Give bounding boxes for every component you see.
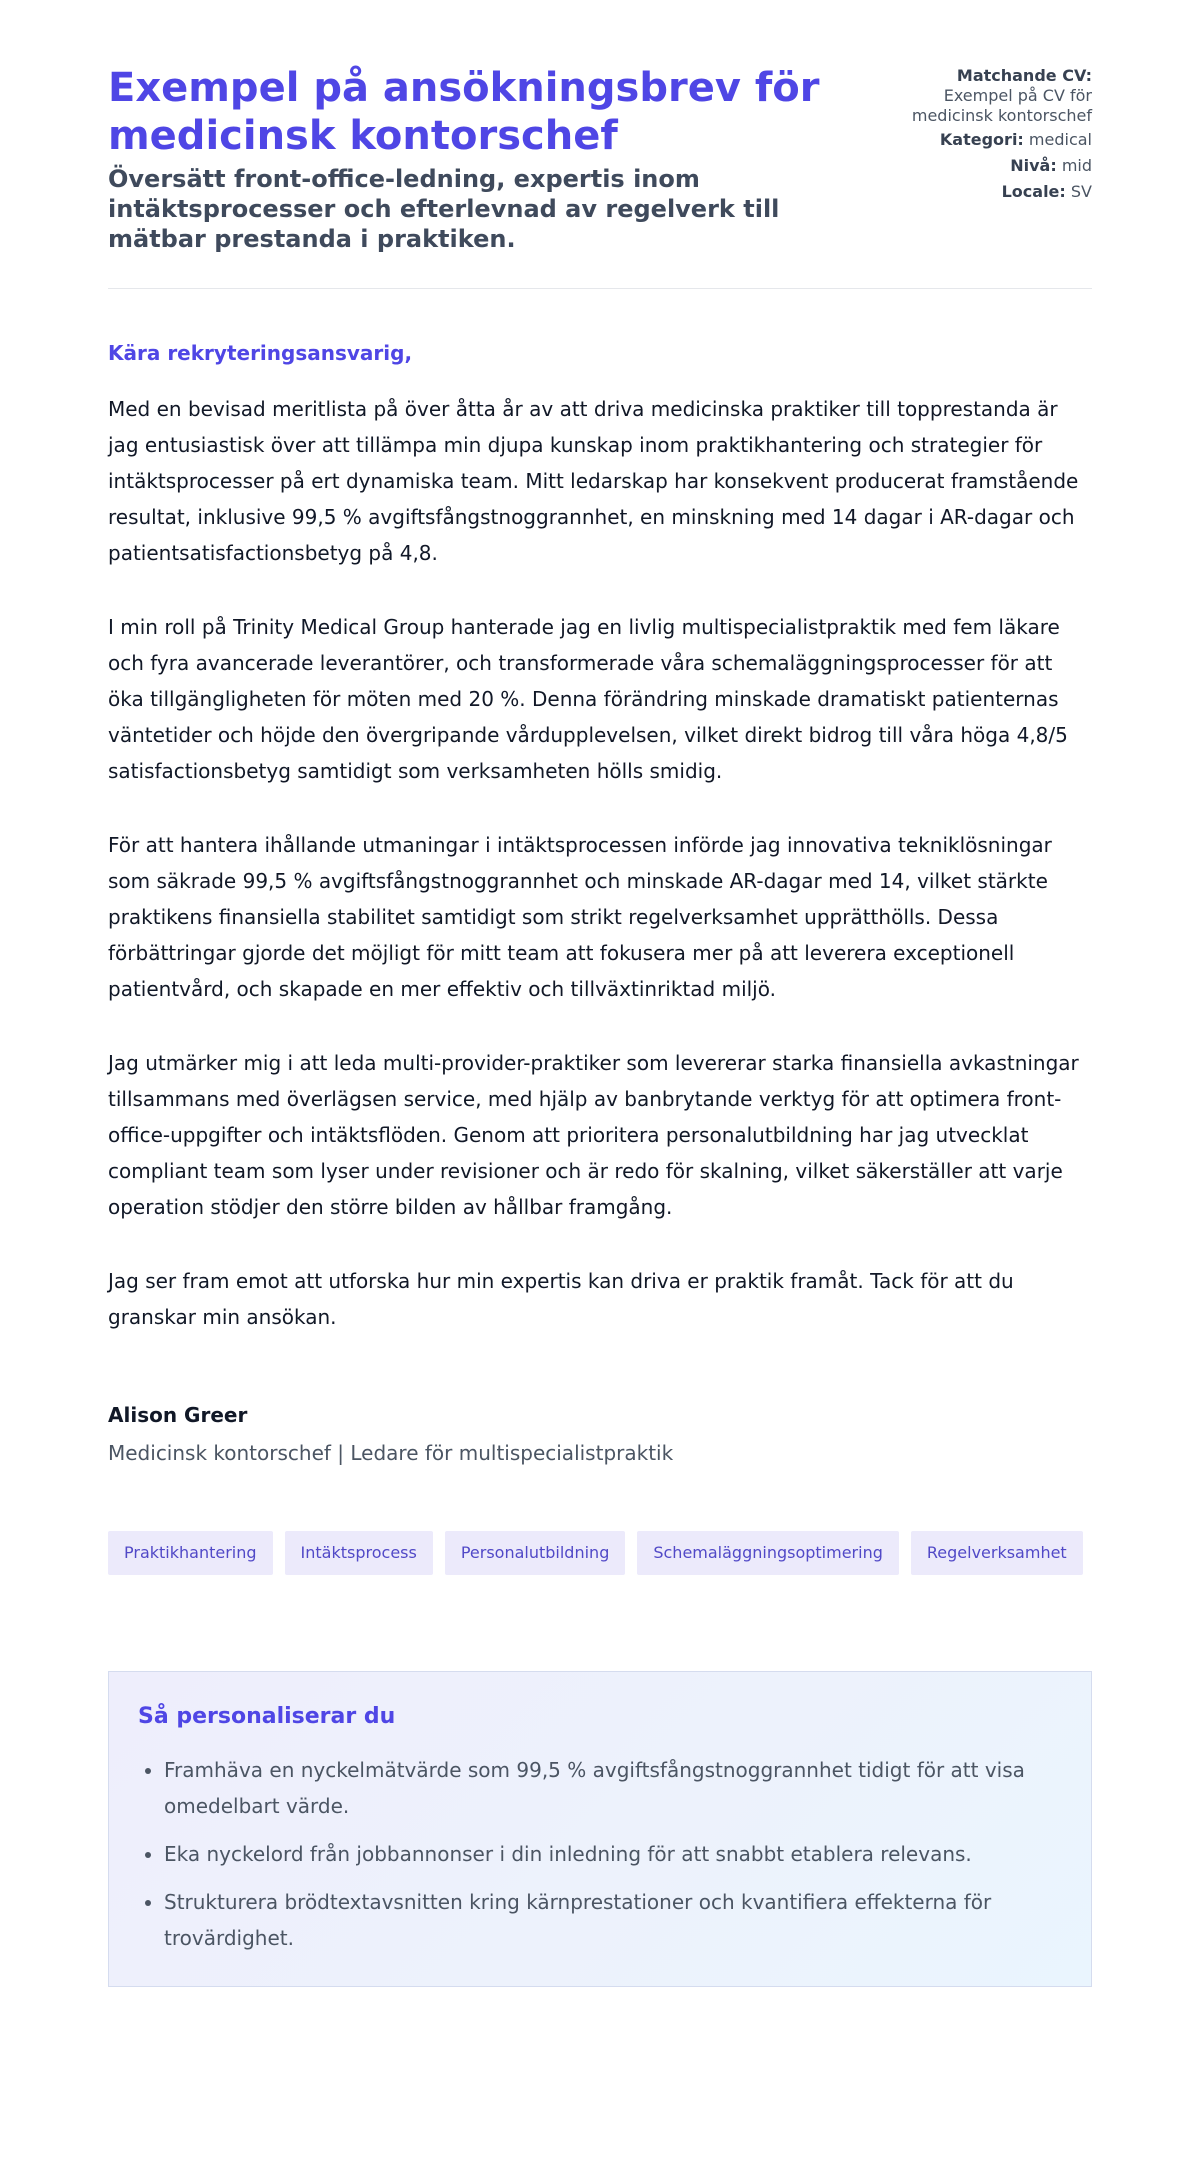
meta-level-value: mid: [1061, 156, 1092, 175]
meta-level-label: Nivå:: [1010, 156, 1057, 175]
meta-locale-label: Locale:: [1001, 182, 1066, 201]
salutation: Kära rekryteringsansvarig,: [108, 341, 413, 365]
signature-name: Alison Greer: [108, 1403, 248, 1427]
letter-paragraph-2: I min roll på Trinity Medical Group hanterade jag en livlig multispecialistpraktik med fem läkare och fyra avancerade leverantörer, och transformerade våra schemaläggningsprocesser för att öka tillgängligheten för möten med 20 %. Denna förändring minskade dramatiskt patienternas väntetider och höjde den övergripande vårdupplevelsen, vilket direkt bidrog till våra höga 4,8/5 satisfactionsbetyg samtidigt som verksamheten hölls smidig.: [108, 615, 1068, 783]
tip-item: • Strukturera brödtextavsnitten kring kärnprestationer och kvantifiera effekterna för trovärdighet.: [164, 1884, 1062, 1956]
letter-body: [108, 339, 1092, 1335]
meta-cv-value: Exempel på CV för medicinsk kontorschef: [911, 86, 1092, 125]
signature-block: [108, 1401, 1092, 1467]
meta-cv-label: Matchande CV:: [956, 66, 1092, 85]
skill-tag: Praktikhantering: [108, 1531, 273, 1575]
skill-tag: Intäktsprocess: [285, 1531, 433, 1575]
cover-letter-page: [108, 0, 1092, 2047]
letter-paragraph-3: För att hantera ihållande utmaningar i intäktsprocessen införde jag innovativa tekniklösningar som säkrade 99,5 % avgiftsfångstnoggrannhet och minskade AR-dagar med 14, vilket stärkte praktikens finansiella stabilitet samtidigt som strikt regelverksamhet upprätthölls. Dessa förbättringar gjorde det möjligt för mitt team att fokusera mer på att leverera exceptionell patientvård, och skapade en mer effektiv och tillväxtinriktad miljö.: [108, 833, 1052, 1001]
page-title: Exempel på ansökningsbrev för medicinsk kontorschef: [108, 65, 820, 159]
meta-matching-cv: [892, 66, 1092, 126]
meta-panel: [892, 66, 1092, 208]
tips-title: Så personaliserar du: [138, 1704, 396, 1729]
header-titles: [108, 64, 828, 254]
letter-paragraph-4: Jag utmärker mig i att leda multi-provider-praktiker som levererar starka finansiella avkastningar tillsammans med överlägsen service, med hjälp av banbrytande verktyg för att optimera front-office-uppgifter och intäktsflöden. Genom att prioritera personalutbildning har jag utvecklat compliant team som lyser under revisioner och är redo för skalning, vilket säkerställer att varje operation stödjer den större bilden av hållbar framgång.: [108, 1051, 1079, 1219]
tip-item: • Framhäva en nyckelmätvärde som 99,5 % avgiftsfångstnoggrannhet tidigt för att visa omedelbart värde.: [164, 1752, 1062, 1824]
meta-level: [892, 156, 1092, 176]
skill-tags: [108, 1531, 1092, 1575]
skill-tag: Personalutbildning: [445, 1531, 626, 1575]
page-subtitle: Översätt front-office-ledning, expertis inom intäktsprocesser och efterlevnad av regelverk till mätbar prestanda i praktiken.: [108, 165, 780, 253]
meta-category-label: Kategori:: [939, 130, 1024, 149]
page-header: [108, 64, 1092, 289]
signature-title: Medicinsk kontorschef | Ledare för multispecialistpraktik: [108, 1441, 674, 1465]
letter-paragraph-5: Jag ser fram emot att utforska hur min expertis kan driva er praktik framåt. Tack för att du granskar min ansökan.: [108, 1269, 1014, 1329]
meta-locale-value: SV: [1070, 182, 1092, 201]
meta-category-value: medical: [1028, 130, 1092, 149]
skill-tag: Schemaläggningsoptimering: [637, 1531, 899, 1575]
tips-list: [138, 1752, 1062, 1956]
skill-tag: Regelverksamhet: [911, 1531, 1083, 1575]
meta-category: [892, 130, 1092, 150]
tip-item: • Eka nyckelord från jobbannonser i din inledning för att snabbt etablera relevans.: [164, 1836, 1062, 1872]
meta-locale: [892, 182, 1092, 202]
personalization-tips: [108, 1671, 1092, 1987]
letter-paragraph-1: Med en bevisad meritlista på över åtta år av att driva medicinska praktiker till topprestanda är jag entusiastisk över att tillämpa min djupa kunskap inom praktikhantering och strategier för intäktsprocesser på ert dynamiska team. Mitt ledarskap har konsekvent producerat framstående resultat, inklusive 99,5 % avgiftsfångstnoggrannhet, en minskning med 14 dagar i AR-dagar och patientsatisfactionsbetyg på 4,8.: [108, 397, 1079, 565]
